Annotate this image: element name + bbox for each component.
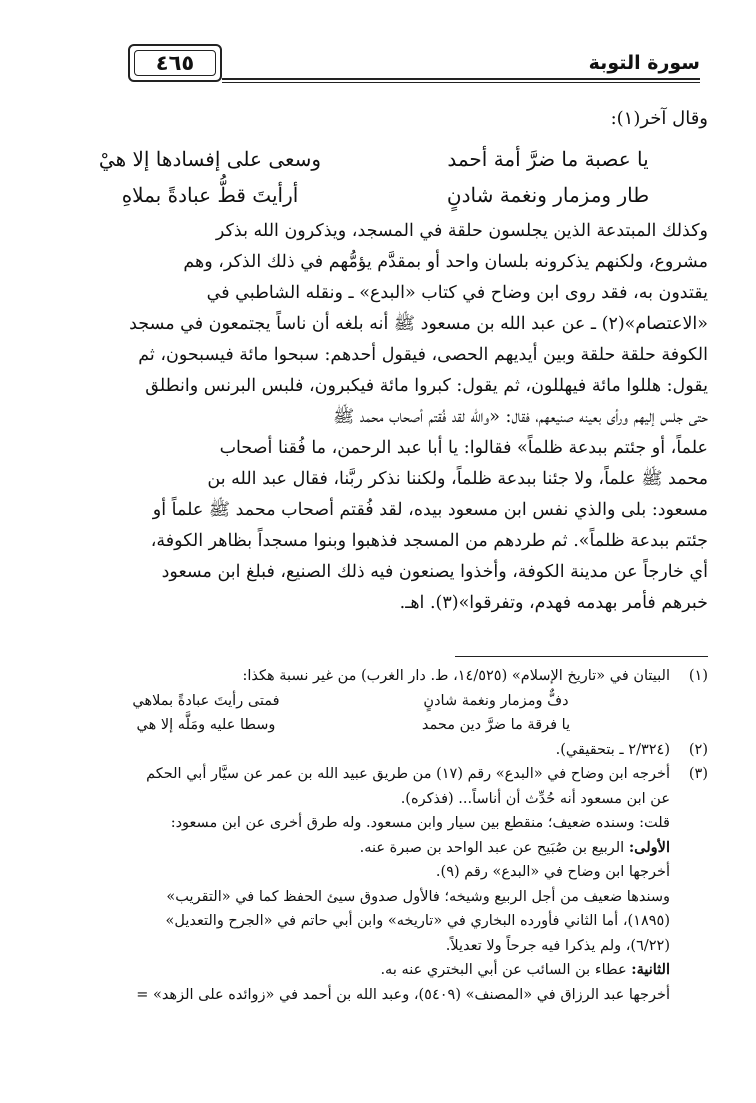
footnote-2 <box>42 738 708 763</box>
footnote-1 <box>42 664 708 738</box>
paragraph-line: يقتدون به، فقد روى ابن وضاح في كتاب «البدع» ـ ونقله الشاطبي في <box>206 283 708 303</box>
footnote-line: أخرجها ابن وضاح في «البدع» رقم (٩). <box>435 864 670 880</box>
paragraph-line: مشروع، ولكنهم يذكرونه بلسان واحد أو بمقدَّم يؤمُّهم في ذلك الذكر، وهم <box>183 252 708 272</box>
footnote-verse <box>42 713 670 738</box>
surah-title: سورة التوبة <box>588 52 700 74</box>
intro-line: وقال آخر(١): <box>610 108 708 129</box>
paragraph-line: «الاعتصام»(٢) ـ عن عبد الله بن مسعود ﷺ أنه بلغه أن ناساً يجتمعون في مسجد <box>129 314 708 334</box>
footnote-line <box>42 958 670 983</box>
footnote-verse-second: فمتى رأيتَ عبادةً بملاهي <box>132 692 280 709</box>
verse-first-hemistich: طار ومزمار ونغمة شادنٍ <box>446 183 650 207</box>
paragraph-line: وكذلك المبتدعة الذين يجلسون حلقة في المسجد، ويذكرون الله بذكر <box>215 221 708 241</box>
footnote-number: (٣) <box>688 766 708 782</box>
footnote-verse-second: وسطا عليه ومَلَّه إلا هي <box>136 717 276 733</box>
footnote-line: أخرجها عبد الرزاق في «المصنف» (٥٤٠٩)، وعبد الله بن أحمد في «زوائده على الزهد» = <box>136 986 670 1003</box>
footnote-line: (٦/٢٢)، ولم يذكرا فيه جرحاً ولا تعديلاً. <box>445 937 670 954</box>
paragraph-line: محمد ﷺ علماً، ولا جئنا ببدعة ظلماً، ولكننا نذكر ربَّنا، فقال عبد الله بن <box>207 469 708 489</box>
paragraph-line: حتى جلس إليهم ورأى بعينه صنيعهم، فقال: «والله لقد فُقتم أصحاب محمد ﷺ <box>333 407 708 427</box>
verse-second-hemistich: أرأيتَ قطُّ عبادةً بملاهِ <box>121 183 299 207</box>
footnote-verse-first: يا فرقة ما ضرَّ دين محمد <box>421 717 571 733</box>
header-rule-thin <box>222 82 700 83</box>
footnote-number: (٢) <box>688 741 708 758</box>
footnote-line: قلت: وسنده ضعيف؛ منقطع بين سيار وابن مسعود. وله طرق أخرى عن ابن مسعود: <box>170 815 670 831</box>
footnote-line: (٢/٣٢٤ ـ بتحقيقي). <box>555 741 670 758</box>
page-number: ٤٦٥ <box>155 51 195 75</box>
verse-first-hemistich: يا عصبة ما ضرَّ أمة أحمد <box>447 147 649 171</box>
footnote-label: الأولى: <box>628 838 670 856</box>
verse-line <box>50 142 708 176</box>
footnotes <box>42 664 708 1007</box>
verse-line <box>50 178 708 212</box>
paragraph-line: مسعود: بلى والذي نفس ابن مسعود بيده، لقد فُقتم أصحاب محمد ﷺ علماً أو <box>152 500 708 520</box>
footnote-3 <box>42 762 708 1007</box>
paragraph-line: يقول: هللوا مائة فيهللون، ثم يقول: كبروا مائة فيكبرون، فلبس البرنس وانطلق <box>145 376 708 396</box>
verse-second-hemistich: وسعى على إفسادها إلا هيْ <box>98 147 322 171</box>
footnote-line <box>42 836 670 861</box>
footnote-line: البيتان في «تاريخ الإسلام» (١٤/٥٢٥، ط. دار الغرب) من غير نسبة هكذا: <box>242 668 670 684</box>
footnote-label: الثانية: <box>631 961 670 978</box>
header-rule <box>222 78 700 80</box>
footnote-number: (١) <box>688 668 708 684</box>
footnote-line: وسندها ضعيف من أجل الربيع وشيخه؛ فالأول صدوق سيئ الحفظ كما في «التقريب» <box>166 888 670 905</box>
footnote-line: أخرجه ابن وضاح في «البدع» رقم (١٧) من طريق عبيد الله بن عمر عن سيَّار أبي الحكم <box>146 766 670 782</box>
page-header <box>88 40 700 90</box>
footnote-verse-first: دفٌّ ومزمار ونغمة شادنٍ <box>423 692 569 709</box>
footnote-line: (١٨٩٥)، أما الثاني فأورده البخاري في «تاريخه» وابن أبي حاتم في «الجرح والتعديل» <box>165 913 670 929</box>
paragraph-line: جئتم ببدعة ظلماً». ثم طردهم من المسجد فذهبوا وبنوا مسجداً بظاهر الكوفة، <box>150 531 708 551</box>
paragraph-line: علماً، أو جئتم ببدعة ظلماً» فقالوا: يا أبا عبد الرحمن، ما فُقنا أصحاب <box>219 438 708 458</box>
paragraph-line: الكوفة حلقة حلقة وبين أيديهم الحصى، فيقول أحدهم: سبحوا مائة فيسبحون، ثم <box>138 345 708 365</box>
footnote-text: عطاء بن السائب عن أبي البختري عنه به. <box>380 962 627 978</box>
footnote-verse <box>42 689 670 714</box>
page-number-frame <box>128 44 222 82</box>
footnote-text: الربيع بن صُبَيح عن عبد الواحد بن صبرة عنه. <box>359 839 625 856</box>
footnote-line: عن ابن مسعود أنه حُدِّث أن أناساً... (فذكره). <box>400 790 670 807</box>
paragraph-line: أي خارجاً عن مدينة الكوفة، وأخذوا يصنعون فيه ذلك الصنيع، فبلغ ابن مسعود <box>161 562 708 582</box>
footnote-separator <box>455 656 708 657</box>
main-paragraph <box>50 216 708 619</box>
paragraph-line: خبرهم فأمر بهدمه فهدم، وتفرقوا»(٣). اهـ. <box>399 593 708 613</box>
